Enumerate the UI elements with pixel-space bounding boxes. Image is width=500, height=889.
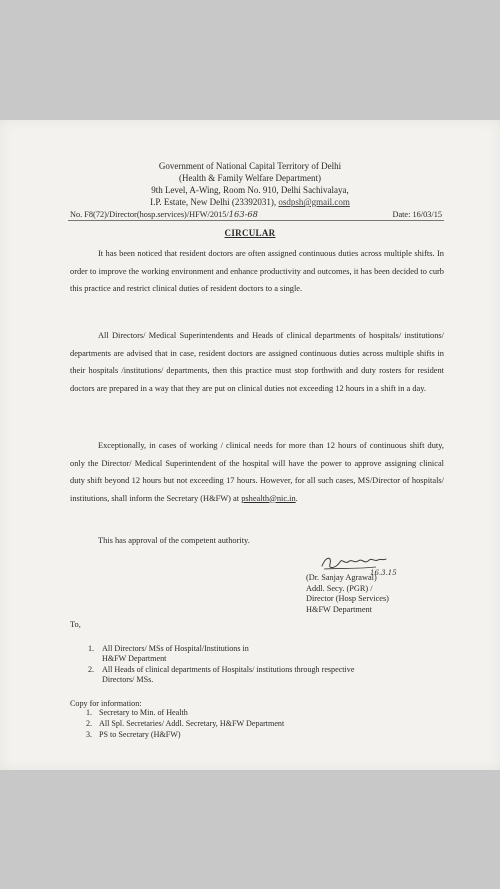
top-gray-band [0,0,500,120]
signatory-name: (Dr. Sanjay Agrawal) [306,573,377,582]
letterhead-address: I.P. Estate, New Delhi (23392031), [150,197,277,207]
to-label: To, [70,620,81,629]
signatory-title-2: Director (Hosp Services) [306,594,389,603]
signatory-department: H&FW Department [306,604,372,614]
copy-item-2: 2. All Spl. Secretaries/ Addl. Secretary, H&FW Department [86,719,285,728]
circular-date: Date: 16/03/15 [392,210,442,219]
copy-item-1: 1. Secretary to Min. of Health [86,708,188,717]
handwritten-reference: 163-68 [228,209,258,219]
letterhead-line-3: 9th Level, A-Wing, Room No. 910, Delhi Sachivalaya, [151,185,349,195]
bottom-gray-band [0,770,500,889]
copy-item-3: 3. PS to Secretary (H&FW) [86,730,181,739]
letterhead-line-2: (Health & Family Welfare Department) [178,173,322,183]
reference-number: No. F8(72)/Director(hosp.services)/HFW/2015/163-68 [70,209,258,219]
header-divider [68,220,444,221]
paragraph-2: All Directors/ Medical Superintendents and Heads of clinical departments of hospitals/ institutions/ departments are advised that in case, resident doctors are assigned continuous duties across multiple shifts in their hospitals /institutions/ departments, then this practice must stop forthwith and duty rosters for resident doctors are prepared in a way that they are put on clinical duties not exceeding 12 hours in a shift in a day. [70,331,444,393]
document-page: Government of National Capital Territory of Delhi (Health & Family Welfare Department) 9th Level, A-Wing, Room No. 910, Delhi Sachivalaya, I.P. Estate, New Delhi (23392031), osdpsh@gmail.com No. F8(72)/Director(hosp.services)/HFW/2015/163-68 Date: 16/03/15 CIRCULAR It has been noticed that resident doctors are often assigned continuous duties across multiple shifts. In order to improve the working environment and enhance productivity and outcomes, it has been decided to curb this practice and restrict clinical duties of resident doctors to a single. All Directors/ Medical Superintendents and Heads of clinical departments of hospitals/ institutions/ departments are advised that in case, resident doctors are assigned continuous duties across multiple shifts in their hospitals /institutions/ departments, then this practice must stop forthwith and duty rosters for resident doctors are prepared in a way that they are put on clinical duties not exceeding 12 hours in a shift in a day. Exceptionally, in cases of working / clinical needs for more than 12 hours of continuous shift duty, only the Director/ Medical Superintendent of the hospital will have the power to approve assigning clinical duty shift beyond 12 hours but not exceeding 17 hours. However, for all such cases, MS/Director of hospitals/ institutions, shall inform the Secretary (H&FW) at pshealth@nic.in. This has approval of the competent authority. 16.3.15 (Dr. Sanjay Agrawal) Addl. Secy. (PGR) / Director (Hosp Services) H&FW Department To, 1. All Directors/ MSs of Hospital/Institutions in H&FW Department 2. All Heads of clinical departments of Hospitals/ institutions through respective Directors/ MSs. Copy for information: 1. Secretary to Min. of Health 2. All Spl. Secretaries/ Addl. Secretary, H&FW Department 3. PS to Secretary (H&FW) [0,120,500,770]
signature-date: 16.3.15 [370,569,397,576]
paragraph-4: This has approval of the competent authority. [98,536,250,545]
letterhead-line-1: Government of National Capital Territory of Delhi [158,161,342,171]
copy-label: Copy for information: [70,699,142,708]
letterhead-line-4 [0,196,500,208]
document-title: CIRCULAR [224,228,276,238]
signatory-title-1: Addl. Secy. (PGR) / [306,583,373,593]
paragraph-1: It has been noticed that resident doctors are often assigned continuous duties across multiple shifts. In order to improve the working environment and enhance productivity and outcomes, it has been decided to curb this practice and restrict clinical duties of resident doctors to a single. [70,249,444,293]
signatory-block [306,573,389,615]
secretary-email-link[interactable]: pshealth@nic.in [241,493,296,503]
paragraph-3: Exceptionally, in cases of working / clinical needs for more than 12 hours of continuous shift duty, only the Director/ Medical Superintendent of the hospital will have the power to approve assigning clinical duty shift beyond 12 hours but not exceeding 17 hours. However, for all such cases, MS/Director of hospitals/ institutions, shall inform the Secretary (H&FW) at pshealth@nic.in. [70,441,444,503]
letterhead-email: osdpsh@gmail.com [278,197,350,207]
letterhead [0,160,500,208]
